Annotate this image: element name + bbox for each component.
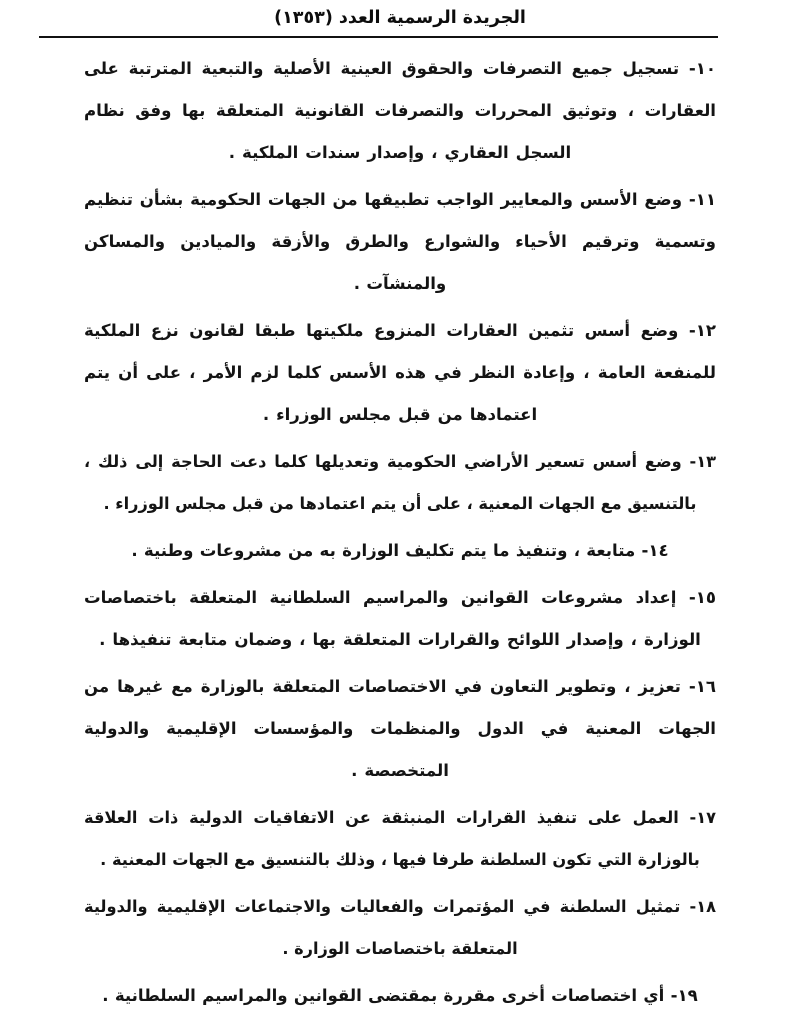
clause-number: ١٧ — [696, 808, 716, 827]
clause-number: ١٨ — [696, 897, 716, 916]
clause-number: ١٦ — [695, 677, 716, 696]
clause-separator: - — [688, 59, 696, 78]
clause-item — [84, 310, 716, 436]
clause-text: تعزيز ، وتطوير التعاون في الاختصاصات المتعلقة بالوزارة مع غيرها من الجهات المعنية في الدول والمنظمات والمؤسسات الإقليمية والدولية المتخصصة . — [84, 677, 716, 780]
clause-text: العمل على تنفيذ القرارات المنبثقة عن الاتفاقيات الدولية ذات العلاقة بالوزارة التي تكون السلطنة طرفا فيها ، وذلك بالتنسيق مع الجهات المعنية . — [84, 808, 700, 869]
clause-number: ١٥ — [695, 588, 716, 607]
clause-number: ١٣ — [696, 452, 716, 471]
clause-text: وضع أسس تثمين العقارات المنزوع ملكيتها طبقا لقانون نزع الملكية للمنفعة العامة ، وإعادة النظر في هذه الأسس كلما لزم الأمر ، على أن يتم اعتمادها من قبل مجلس الوزراء . — [84, 321, 716, 424]
clause-number: ١٩ — [677, 986, 698, 1005]
clause-separator: - — [689, 808, 697, 827]
clause-list — [84, 48, 716, 1022]
clause-number: ١٠ — [695, 59, 716, 78]
clause-text: وضع أسس تسعير الأراضي الحكومية وتعديلها كلما دعت الحاجة إلى ذلك ، بالتنسيق مع الجهات المعنية ، على أن يتم اعتمادها من قبل مجلس الوزراء . — [84, 452, 697, 513]
clause-separator: - — [688, 588, 696, 607]
clause-number: ١٤ — [648, 541, 669, 560]
page-title: الجريدة الرسمية العدد (١٣٥٣) — [274, 8, 526, 28]
page-header — [84, 6, 716, 36]
clause-separator: - — [689, 452, 697, 471]
clause-text: إعداد مشروعات القوانين والمراسيم السلطانية المتعلقة باختصاصات الوزارة ، وإصدار اللوائح والقرارات المتعلقة بها ، وضمان متابعة تنفيذها . — [84, 588, 701, 649]
clause-item — [84, 975, 716, 1017]
header-divider — [39, 36, 718, 38]
clause-separator: - — [688, 677, 696, 696]
clause-item — [84, 530, 716, 572]
clause-item — [84, 48, 716, 174]
clause-item — [84, 577, 716, 661]
clause-text: تسجيل جميع التصرفات والحقوق العينية الأصلية والتبعية المترتبة على العقارات ، وتوثيق المحررات والتصرفات القانونية المتعلقة بها وفق نظام السجل العقاري ، وإصدار سندات الملكية . — [84, 59, 716, 162]
clause-text: وضع الأسس والمعايير الواجب تطبيقها من الجهات الحكومية بشأن تنظيم وتسمية وترقيم الأحياء والشوارع والطرق والأزقة والميادين والمساكن والمنشآت . — [84, 190, 716, 293]
clause-text: متابعة ، وتنفيذ ما يتم تكليف الوزارة به من مشروعات وطنية . — [131, 541, 636, 560]
clause-number: ١١ — [695, 190, 717, 209]
clause-text: أي اختصاصات أخرى مقررة بمقتضى القوانين والمراسيم السلطانية . — [102, 986, 665, 1005]
clause-text: تمثيل السلطنة في المؤتمرات والفعاليات والاجتماعات الإقليمية والدولية المتعلقة باختصاصات الوزارة . — [84, 897, 681, 958]
clause-separator: - — [689, 897, 697, 916]
clause-item — [84, 441, 716, 525]
clause-separator: - — [688, 321, 696, 340]
clause-separator: - — [688, 190, 696, 209]
clause-number: ١٢ — [695, 321, 716, 340]
clause-item — [84, 666, 716, 792]
clause-item — [84, 886, 716, 970]
clause-separator: - — [641, 541, 649, 560]
clause-item — [84, 179, 716, 305]
clause-item — [84, 797, 716, 881]
clause-separator: - — [670, 986, 678, 1005]
